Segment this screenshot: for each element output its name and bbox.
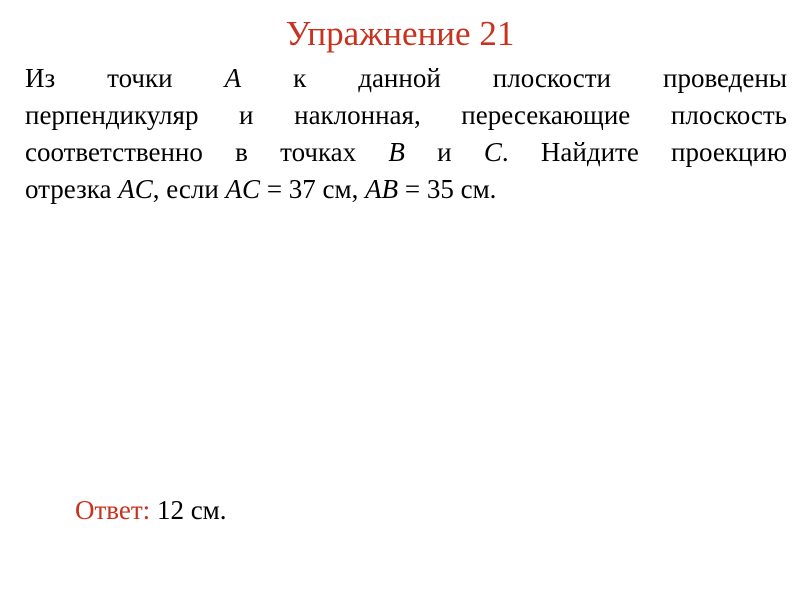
answer-label: Ответ:	[75, 495, 151, 525]
slide-title: Упражнение 21	[285, 14, 515, 53]
problem-statement	[25, 60, 787, 208]
point-label: C	[483, 137, 502, 167]
point-label: B	[388, 137, 405, 167]
problem-line-4	[25, 171, 787, 208]
problem-text: перпендикуляр и наклонная, пересекающие плоскость	[25, 100, 787, 130]
problem-text: соответственно в точках	[25, 137, 389, 167]
problem-text: Из точки	[25, 63, 225, 93]
segment-label: AC	[118, 174, 153, 204]
answer-value: 12 см.	[150, 495, 227, 525]
problem-line-2	[25, 97, 787, 134]
problem-line-1	[25, 60, 787, 97]
segment-label: AC	[225, 174, 261, 204]
answer	[75, 492, 227, 528]
segment-label: AB	[365, 174, 399, 204]
problem-text: = 37 см,	[260, 174, 366, 204]
problem-text: к данной плоскости проведены	[241, 63, 787, 93]
problem-line-3	[25, 134, 787, 171]
point-label: A	[224, 63, 242, 93]
problem-text: отрезка	[25, 174, 119, 204]
problem-text: . Найдите проекцию	[501, 137, 788, 167]
problem-text: , если	[152, 174, 226, 204]
problem-text: = 35 см.	[398, 174, 497, 204]
problem-text: и	[404, 137, 484, 167]
